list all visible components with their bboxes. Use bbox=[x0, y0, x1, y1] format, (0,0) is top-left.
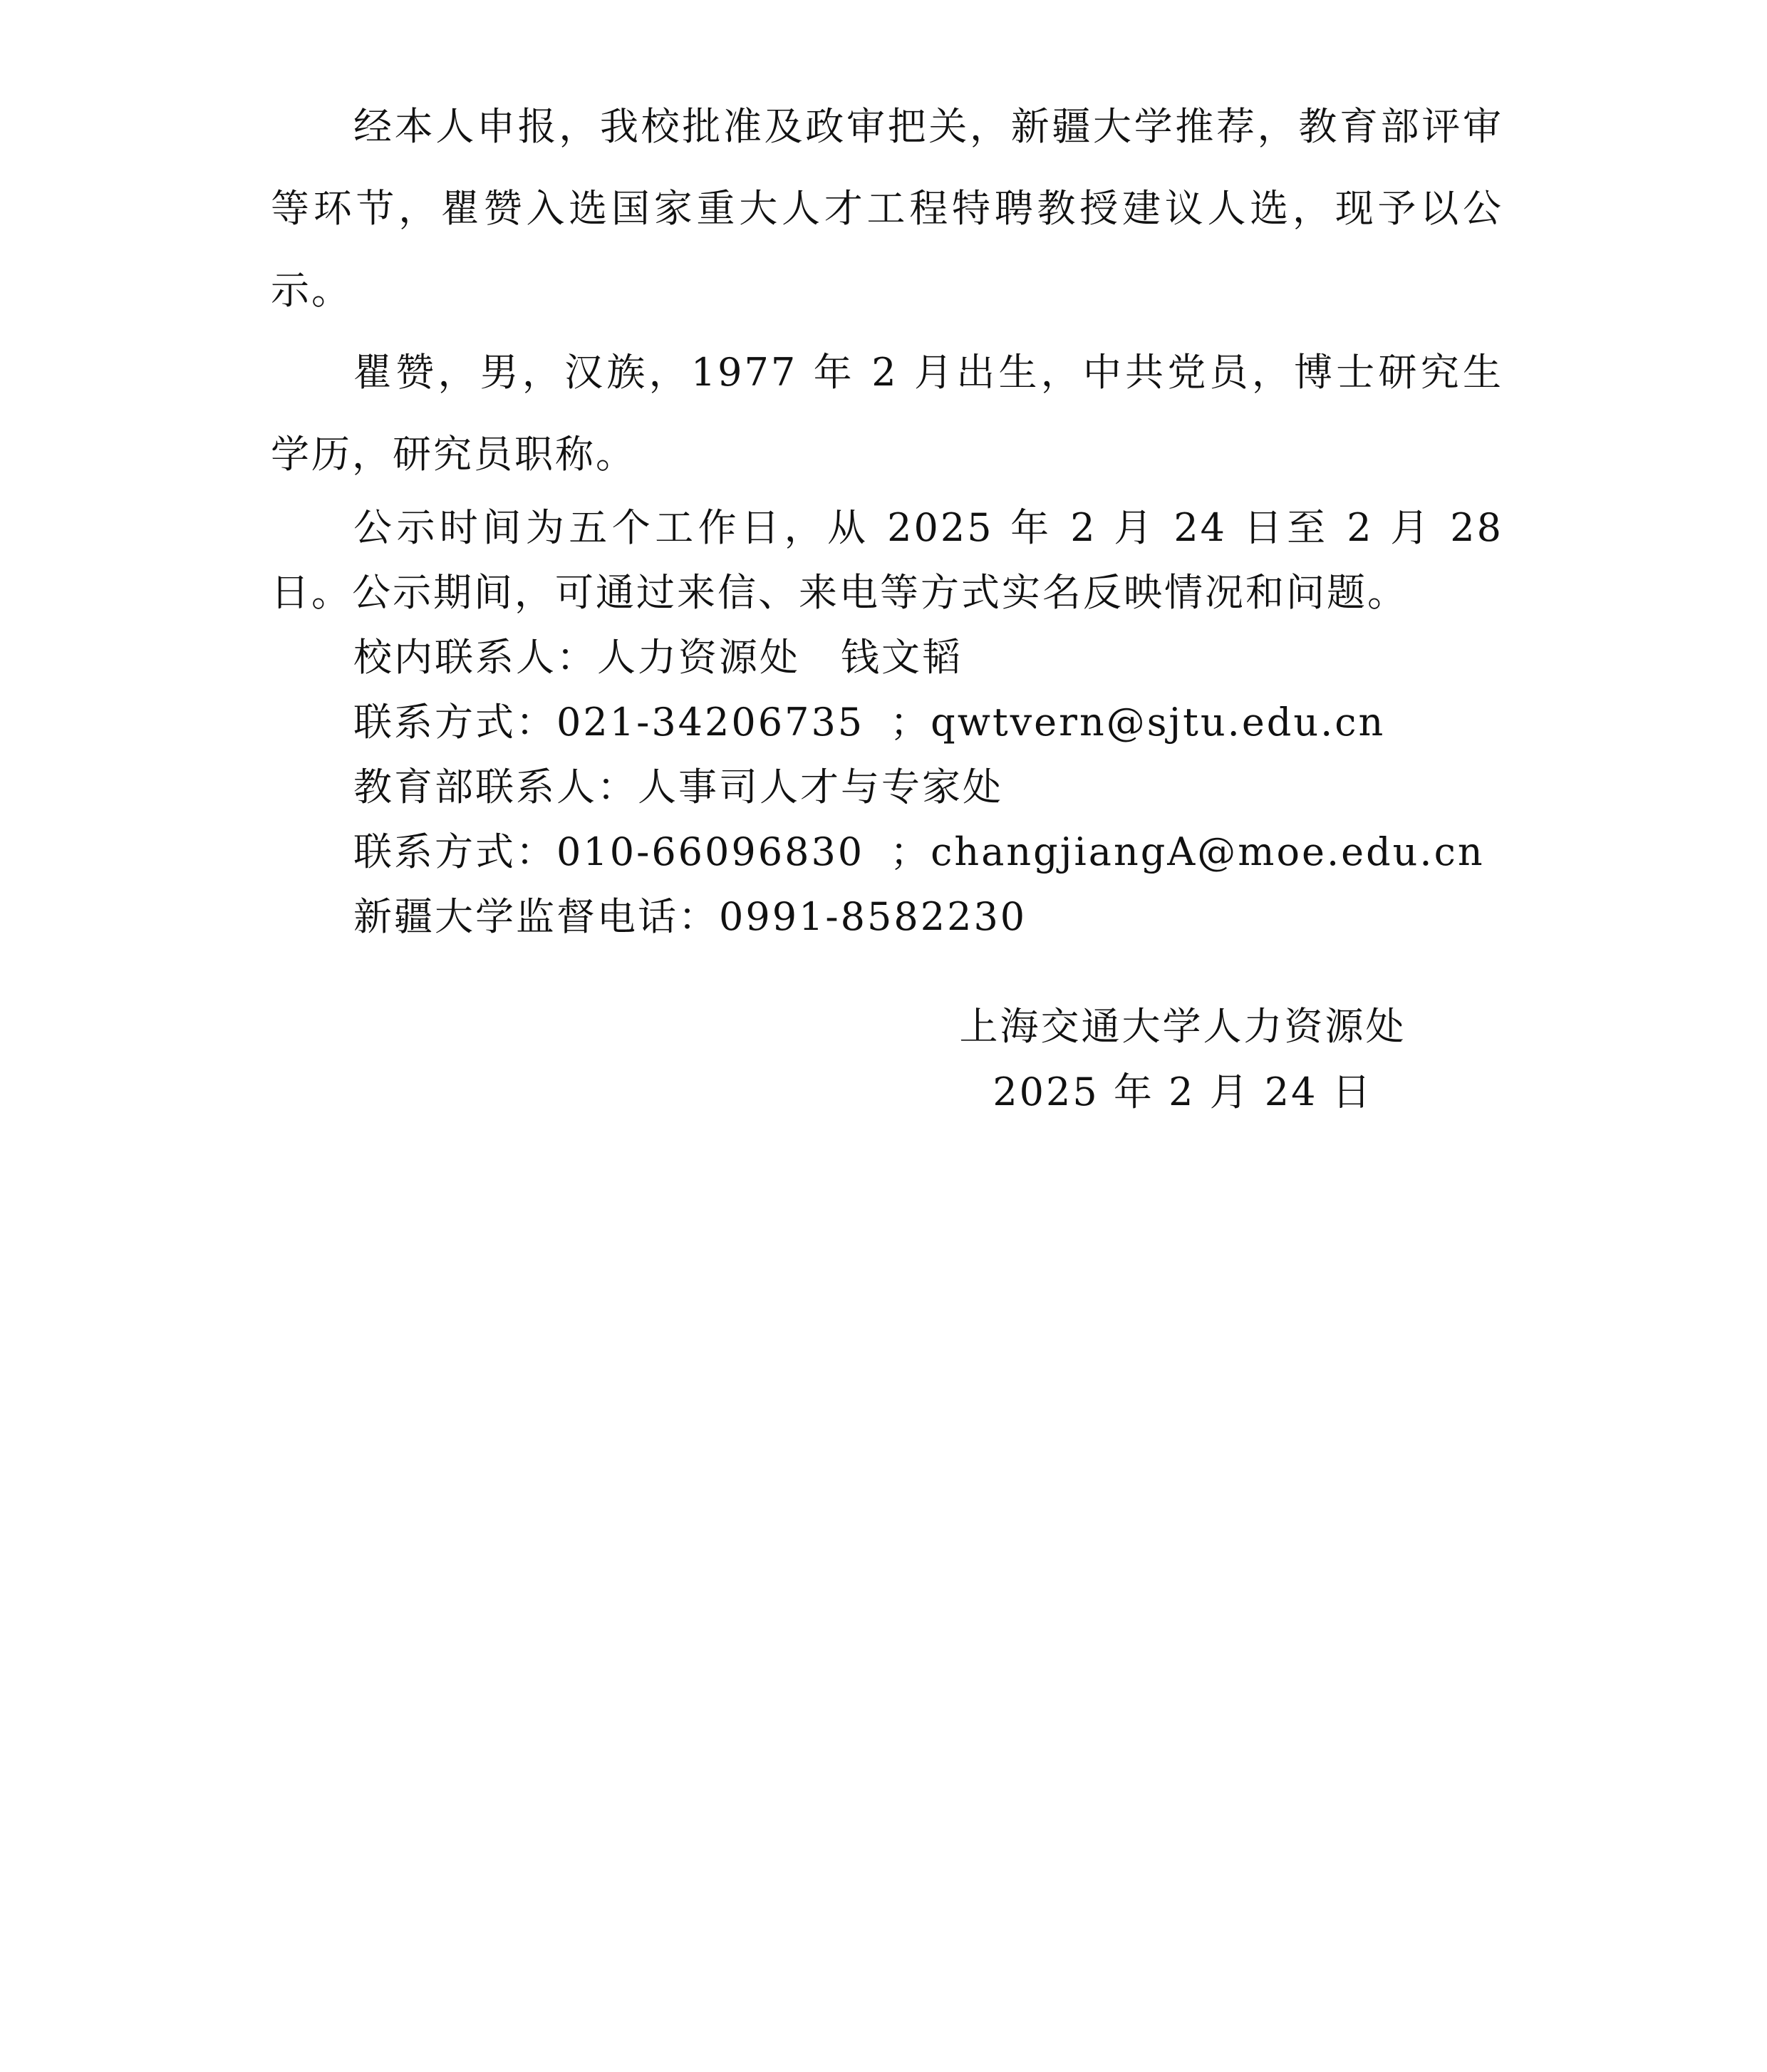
school-phone: 021-34206735 bbox=[556, 700, 865, 745]
notice-paragraph-publicity-period: 公示时间为五个工作日，从 2025 年 2 月 24 日至 2 月 28 日。公示期间，可通过来信、来电等方式实名反映情况和问题。 bbox=[271, 505, 1503, 615]
signature-block bbox=[912, 994, 1454, 1125]
moe-method-label: 联系方式： bbox=[353, 829, 556, 874]
moe-contact-label: 教育部联系人： bbox=[353, 765, 638, 809]
moe-email: changjiangA@moe.edu.cn bbox=[931, 829, 1485, 874]
notice-paragraph-application: 经本人申报，我校批准及政审把关，新疆大学推荐，教育部评审等环节，瞿赞入选国家重大人才工程特聘教授建议人选，现予以公示。 bbox=[271, 104, 1503, 313]
school-contact-value: 人力资源处 钱文韬 bbox=[597, 635, 963, 680]
school-separator: ； bbox=[890, 700, 931, 745]
signature-organization: 上海交通大学人力资源处 bbox=[959, 1004, 1406, 1049]
school-contact-method-line bbox=[271, 690, 1503, 755]
signature-date: 2025 年 2 月 24 日 bbox=[993, 1069, 1373, 1114]
school-contact-label: 校内联系人： bbox=[353, 635, 597, 680]
moe-contact-line bbox=[271, 755, 1503, 819]
school-contact-line bbox=[271, 625, 1503, 690]
school-method-label: 联系方式： bbox=[353, 700, 556, 745]
xju-supervision-label: 新疆大学监督电话： bbox=[353, 894, 719, 939]
moe-phone: 010-66096830 bbox=[556, 829, 865, 874]
school-email: qwtvern@sjtu.edu.cn bbox=[931, 700, 1386, 745]
moe-contact-value: 人事司人才与专家处 bbox=[638, 765, 1003, 809]
notice-paragraph-candidate-profile: 瞿赞，男，汉族，1977 年 2 月出生，中共党员，博士研究生学历，研究员职称。 bbox=[271, 350, 1503, 477]
moe-separator: ； bbox=[890, 829, 931, 874]
xju-supervision-phone: 0991-8582230 bbox=[719, 894, 1027, 939]
xju-supervision-line bbox=[271, 884, 1503, 949]
moe-contact-method-line bbox=[271, 819, 1503, 884]
notice-body bbox=[271, 86, 1503, 949]
